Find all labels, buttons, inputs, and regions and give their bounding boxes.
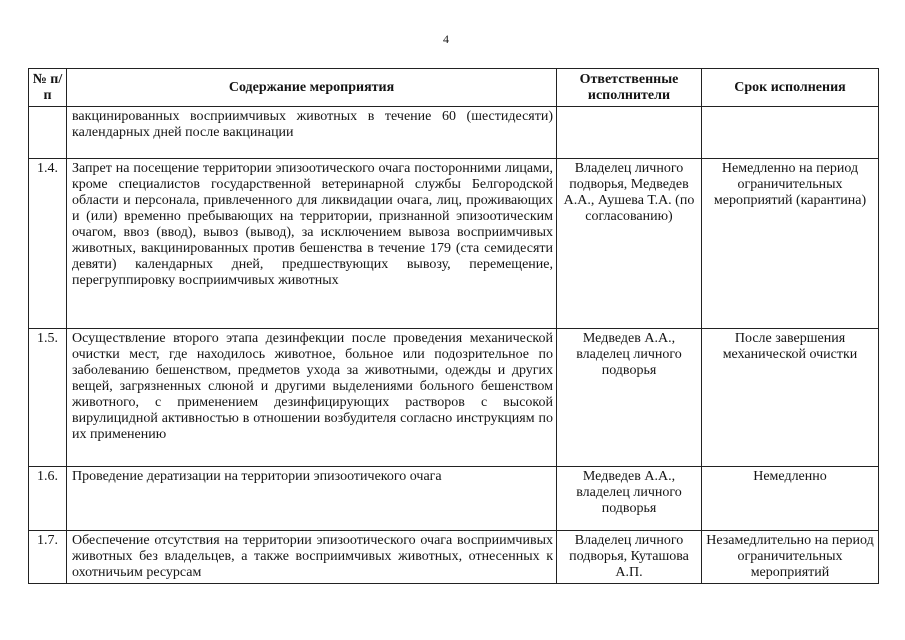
row-number: 1.4. [29,159,67,329]
row-responsible [557,107,702,159]
row-deadline: Немедленно на период ограничительных мероприятий (карантина) [702,159,879,329]
measures-table [28,68,879,584]
header-content: Содержание мероприятия [67,69,557,107]
row-responsible: Владелец личного подворья, Медведев А.А., Аушева Т.А. (по согласованию) [557,159,702,329]
row-deadline: Незамедлительно на период ограничительных мероприятий [702,531,879,584]
table-row [29,159,879,329]
table-row [29,107,879,159]
row-number: 1.6. [29,467,67,531]
row-deadline: После завершения механической очистки [702,329,879,467]
row-content: Запрет на посещение территории эпизоотического очага посторонними лицами, кроме специалистов государственной ветеринарной службы Белгородской области и персонала, привлеченного для ликвидации очага, лиц, проживающих и (или) временно пребывающих на территории, признанной эпизоотическим очагом, ввоз (ввод), вывоз (вывод), за исключением вывоза восприимчивых животных, вакцинированных против бешенства в течение 179 (ста семидесяти девяти) календарных дней, предшествующих вывозу, перемещение, перегруппировку восприимчивых животных [67,159,557,329]
row-content: Обеспечение отсутствия на территории эпизоотического очага восприимчивых животных без владельцев, а также восприимчивых животных, отнесенных к охотничьим ресурсам [67,531,557,584]
table-row [29,329,879,467]
row-responsible: Медведев А.А., владелец личного подворья [557,329,702,467]
header-deadline: Срок исполнения [702,69,879,107]
page-number: 4 [443,32,449,46]
row-number: 1.5. [29,329,67,467]
row-number: 1.7. [29,531,67,584]
header-number: № п/п [29,69,67,107]
row-content: вакцинированных восприимчивых животных в течение 60 (шестидесяти) календарных дней после вакцинации [67,107,557,159]
table-header-row [29,69,879,107]
row-responsible: Владелец личного подворья, Куташова А.П. [557,531,702,584]
row-content: Проведение дератизации на территории эпизоотичекого очага [67,467,557,531]
table-row [29,531,879,584]
header-responsible: Ответственные исполнители [557,69,702,107]
row-number [29,107,67,159]
row-responsible: Медведев А.А., владелец личного подворья [557,467,702,531]
row-deadline [702,107,879,159]
row-deadline: Немедленно [702,467,879,531]
table-row [29,467,879,531]
row-content: Осуществление второго этапа дезинфекции после проведения механической очистки мест, где находилось животное, больное или подозрительное по заболеванию бешенством, предметов ухода за животными, одежды и других вещей, загрязненных слюной и другими выделениями больного бешенством животного, с применением дезинфицирующих растворов с высокой вирулицидной активностью в отношении возбудителя согласно инструкциям по их применению [67,329,557,467]
